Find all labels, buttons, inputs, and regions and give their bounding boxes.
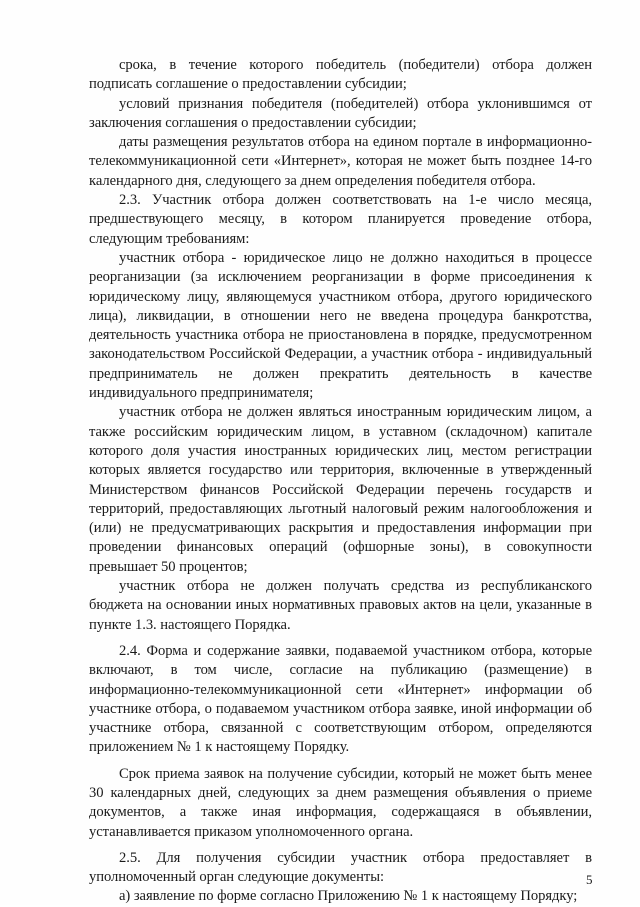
paragraph-item-a-application: а) заявление по форме согласно Приложению № 1 к настоящему Порядку; (119, 888, 578, 905)
paragraph-2-5-documents: 2.5. Для получения субсидии участник отбора предоставляет в уполномоченный орган следующие документы: (89, 849, 592, 886)
paragraph-foreign-entity-requirement: участник отбора не должен являться иностранным юридическим лицом, а также российским юридическим лицом, в уставном (складочном) капитале которого доля участия иностранных юридических лиц, местом регистрации которых является государство или территория, включенные в утвержденный Министерством финансов Российской Федерации перечень государств и территорий, предоставляющих льготный налоговый режим налогообложения и (или) не предусматривающих раскрытия и предоставления информации при проведении финансовых операций (офшорные зоны), в совокупности превышает 50 процентов; (89, 404, 592, 575)
paragraph-results-publication: даты размещения результатов отбора на едином портале в информационно-телекоммуникационной сети «Интернет», которая не может быть позднее 14-го календарного дня, следующего за днем определения победителя отбора. (89, 134, 592, 189)
paragraph-signing-deadline: срока, в течение которого победитель (победители) отбора должен подписать соглашение о предоставлении субсидии; (89, 57, 592, 93)
paragraph-application-deadline: Срок приема заявок на получение субсидии, который не может быть менее 30 календарных дней, следующих за днем размещения объявления о приеме документов, а также иная информация, содержащаяся в объявлении, устанавливается приказом уполномоченного органа. (89, 765, 592, 840)
document-body (89, 56, 592, 907)
paragraph-2-4-application-form: 2.4. Форма и содержание заявки, подаваемой участником отбора, которые включают, в том числе, согласие на публикацию (размещение) в информационно-телекоммуникационной сети «Интернет» информации об участнике отбора, о подаваемом участником отбора заявке, иной информации об участнике отбора, связанной с соответствующим отбором, определяются приложением № 1 к настоящему Порядку. (89, 642, 592, 756)
page-number: 5 (586, 872, 593, 887)
paragraph-reorganization-requirement: участник отбора - юридическое лицо не должно находиться в процессе реорганизации (за исключением реорганизации в форме присоединения к юридическому лицу, являющемуся участником отбора, другого юридического лица), ликвидации, в отношении него не введена процедура банкротства, деятельность участника отбора не приостановлена в порядке, предусмотренном законодательством Российской Федерации, а участник отбора - индивидуальный предприниматель не должен прекратить деятельность в качестве индивидуального предпринимателя; (89, 249, 592, 402)
paragraph-evasion-conditions: условий признания победителя (победителей) отбора уклонившимся от заключения соглашения о предоставлении субсидии; (89, 95, 592, 131)
paragraph-2-3-requirements: 2.3. Участник отбора должен соответствовать на 1-е число месяца, предшествующего месяцу, в котором планируется проведение отбора, следующим требованиям: (89, 192, 592, 247)
paragraph-budget-funds-requirement: участник отбора не должен получать средства из республиканского бюджета на основании иных нормативных правовых актов на цели, указанные в пункте 1.3. настоящего Порядка. (89, 578, 592, 633)
